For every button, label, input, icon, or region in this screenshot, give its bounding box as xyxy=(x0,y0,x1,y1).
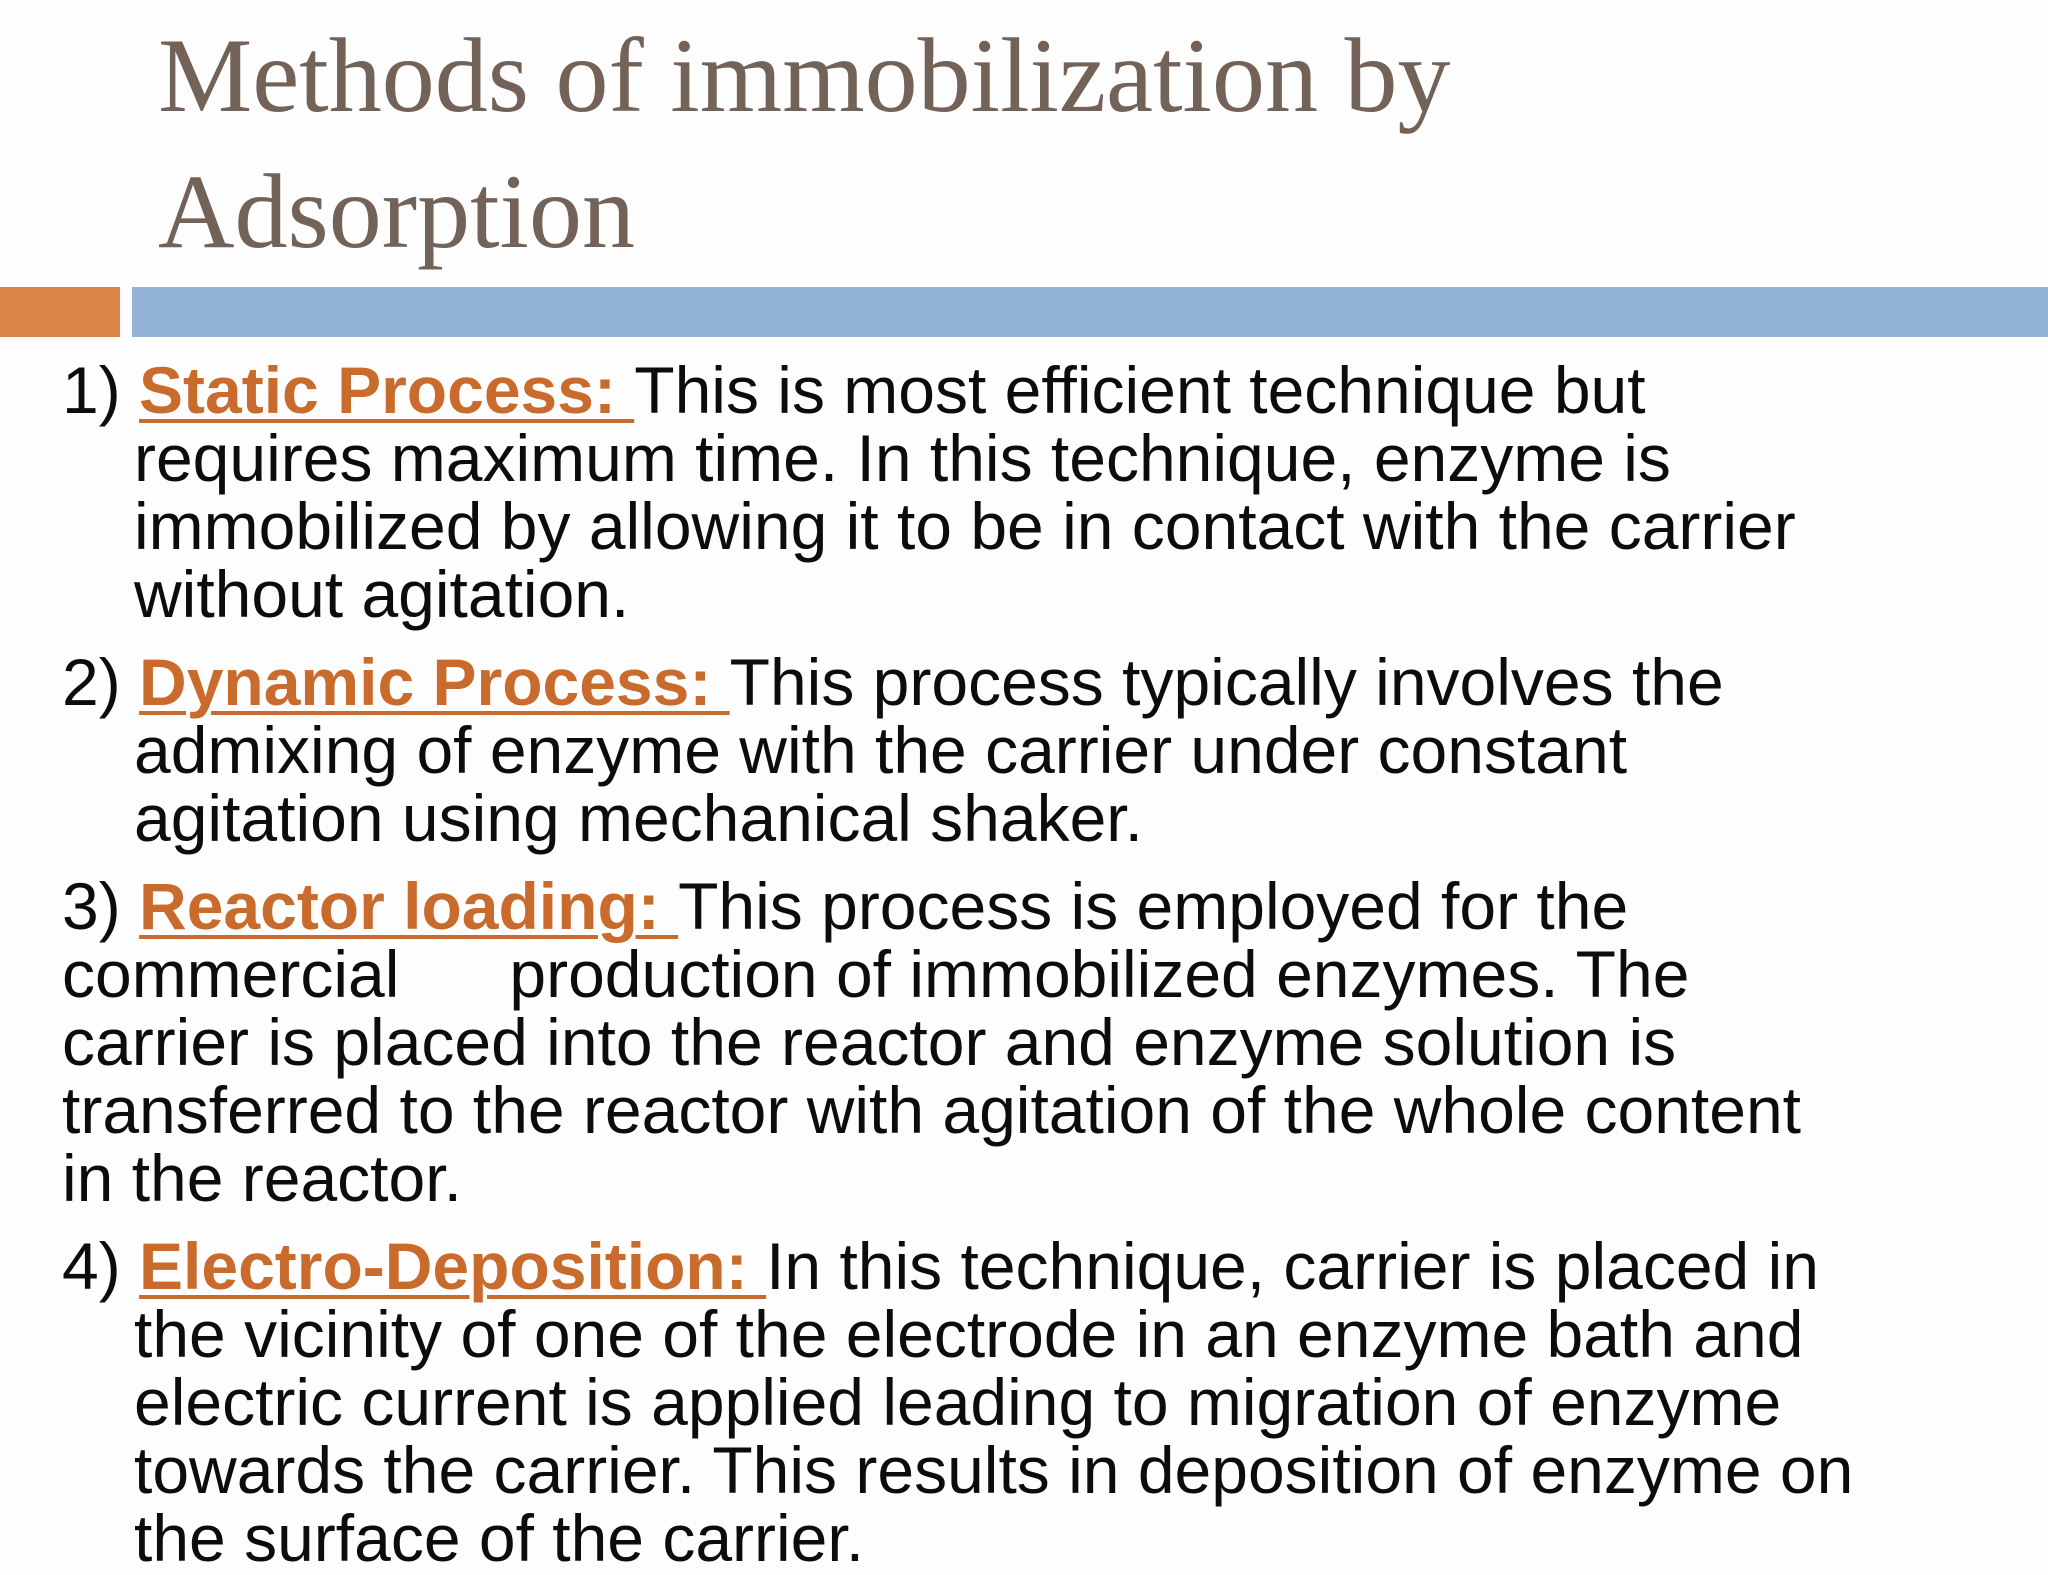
slide-title-line-2: Adsorption xyxy=(158,153,635,270)
term-reactor-loading: Reactor loading: xyxy=(139,869,679,943)
list-item-line xyxy=(62,1229,2002,1303)
term-electro-deposition: Electro-Deposition: xyxy=(139,1229,767,1303)
list-item-reactor-loading xyxy=(62,869,2002,1215)
list-item-line: admixing of enzyme with the carrier under constant xyxy=(134,713,1628,787)
list-item-text: This process typically involves the xyxy=(729,645,1724,719)
slide-body xyxy=(62,353,2002,1575)
list-item-dynamic-process xyxy=(62,645,2002,855)
list-item-line: carrier is placed into the reactor and enzyme solution is xyxy=(62,1005,1677,1079)
list-item-text: This process is employed for the xyxy=(678,869,1629,943)
list-item-line: without agitation. xyxy=(134,557,630,631)
list-item-line: in the reactor. xyxy=(62,1141,462,1215)
list-item-line: requires maximum time. In this technique, enzyme is xyxy=(134,421,1671,495)
orange-accent-bar xyxy=(0,287,120,337)
list-item-number: 4) xyxy=(62,1229,121,1303)
list-item-line: immobilized by allowing it to be in contact with the carrier xyxy=(134,489,1796,563)
list-item-number: 3) xyxy=(62,869,121,943)
list-item-line: towards the carrier. This results in deposition of enzyme on xyxy=(134,1433,1854,1507)
slide-title-line-1: Methods of immobilization by xyxy=(158,17,1451,134)
list-item-line: agitation using mechanical shaker. xyxy=(134,781,1143,855)
list-item-electro-deposition xyxy=(62,1229,2002,1575)
list-item-static-process xyxy=(62,353,2002,631)
list-item-text: In this technique, carrier is placed in xyxy=(766,1229,1819,1303)
term-dynamic-process: Dynamic Process: xyxy=(139,645,730,719)
list-item-line xyxy=(62,869,2002,943)
list-item-line: commercial production of immobilized enzymes. The xyxy=(62,937,1690,1011)
list-item-number: 2) xyxy=(62,645,121,719)
list-item-line: electric current is applied leading to migration of enzyme xyxy=(134,1365,1782,1439)
blue-divider-bar xyxy=(132,287,2048,337)
term-static-process: Static Process: xyxy=(139,353,635,427)
list-item-text: This is most efficient technique but xyxy=(634,353,1646,427)
list-item-number: 1) xyxy=(62,353,121,427)
list-item-line xyxy=(62,353,2002,427)
slide-title xyxy=(158,8,1451,280)
list-item-line: transferred to the reactor with agitation of the whole content xyxy=(62,1073,1802,1147)
list-item-line xyxy=(62,645,2002,719)
list-item-line: the vicinity of one of the electrode in an enzyme bath and xyxy=(134,1297,1804,1371)
list-item-line: the surface of the carrier. xyxy=(134,1501,865,1575)
